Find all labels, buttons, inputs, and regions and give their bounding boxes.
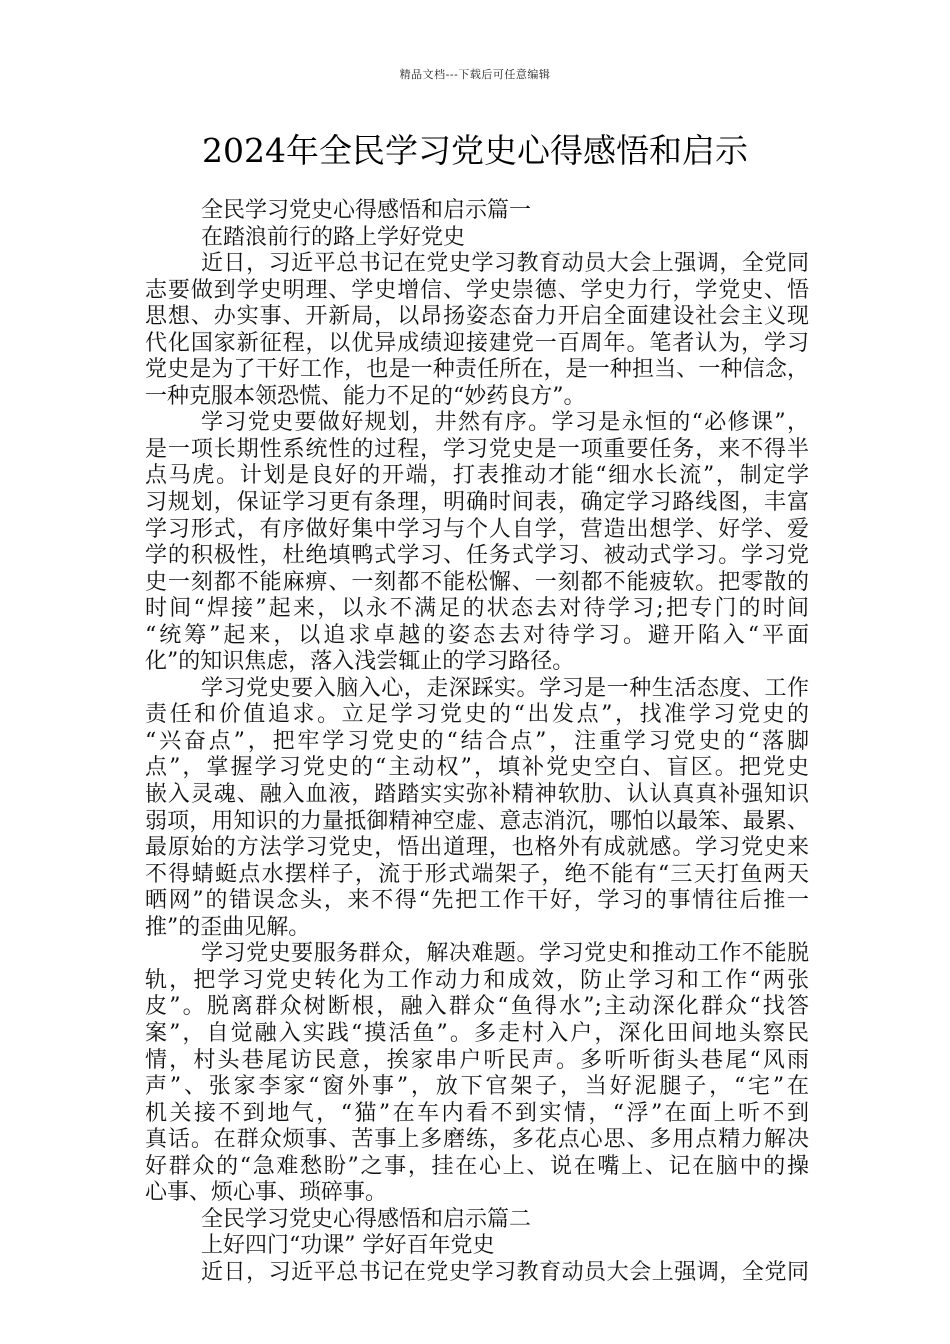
- document-body: [145, 198, 809, 1286]
- text-line: 心事、烦心事、琐碎事。: [145, 1180, 388, 1206]
- text-line: 责任和价值追求。立足学习党史的“出发点”，找准学习党史的: [145, 702, 809, 728]
- text-line: 思想、办实事、开新局，以昂扬姿态奋力开启全面建设社会主义现: [145, 304, 809, 330]
- text-line: 点马虎。计划是良好的开端，打表推动才能“细水长流”，制定学: [145, 463, 809, 489]
- text-line: “兴奋点”，把牢学习党史的“结合点”，注重学习党史的“落脚: [145, 728, 809, 754]
- text-line: 一种克服本领恐慌、能力不足的“妙药良方”。: [145, 383, 586, 409]
- text-line: 轨，把学习党史转化为工作动力和成效，防止学习和工作“两张: [145, 967, 809, 993]
- text-line: 是一项长期性系统性的过程，学习党史是一项重要任务，来不得半: [145, 436, 809, 462]
- text-line: 代化国家新征程，以优异成绩迎接建党一百周年。笔者认为，学习: [145, 330, 809, 356]
- text-line: 学习党史要做好规划，井然有序。学习是永恒的“必修课”，: [201, 410, 809, 436]
- text-line: 史一刻都不能麻痹、一刻都不能松懈、一刻都不能疲软。把零散的: [145, 569, 809, 595]
- text-line: 晒网”的错误念头，来不得“先把工作干好，学习的事情往后推一: [145, 888, 809, 914]
- text-line: 化”的知识焦虑，落入浅尝辄止的学习路径。: [145, 649, 575, 675]
- text-line: 推”的歪曲见解。: [145, 914, 311, 940]
- text-line: 全民学习党史心得感悟和启示篇二: [201, 1206, 532, 1232]
- text-line: 最原始的方法学习党史，悟出道理，也格外有成就感。学习党史来: [145, 835, 809, 861]
- text-line: 不得蜻蜓点水摆样子，流于形式端架子，绝不能有“三天打鱼两天: [145, 861, 809, 887]
- text-line: 好群众的“急难愁盼”之事，挂在心上、说在嘴上、记在脑中的操: [145, 1153, 809, 1179]
- text-line: 声”、张家李家“窗外事”，放下官架子，当好泥腿子，“宅”在: [145, 1074, 809, 1100]
- text-line: 学的积极性，杜绝填鸭式学习、任务式学习、被动式学习。学习党: [145, 543, 809, 569]
- text-line: 案”，自觉融入实践“摸活鱼”。多走村入户，深化田间地头察民: [145, 1020, 809, 1046]
- header-note: 精品文档---下载后可任意编辑: [399, 68, 551, 81]
- text-line: 近日，习近平总书记在党史学习教育动员大会上强调，全党同: [201, 251, 809, 277]
- text-line: 机关接不到地气，“猫”在车内看不到实情，“浮”在面上听不到: [145, 1100, 809, 1126]
- text-line: 上好四门“功课” 学好百年党史: [201, 1233, 495, 1259]
- text-line: 点”，掌握学习党史的“主动权”，填补党史空白、盲区。把党史: [145, 755, 809, 781]
- text-line: 嵌入灵魂、融入血液，踏踏实实弥补精神软肋、认认真真补强知识: [145, 782, 809, 808]
- text-line: “统筹”起来，以追求卓越的姿态去对待学习。避开陷入“平面: [145, 622, 809, 648]
- text-line: 弱项，用知识的力量抵御精神空虚、意志消沉，哪怕以最笨、最累、: [145, 808, 809, 834]
- text-line: 皮”。脱离群众树断根，融入群众“鱼得水”;主动深化群众“找答: [145, 994, 809, 1020]
- text-line: 在踏浪前行的路上学好党史: [201, 224, 466, 250]
- text-line: 学习党史要入脑入心，走深踩实。学习是一种生活态度、工作: [201, 675, 809, 701]
- text-line: 学习党史要服务群众，解决难题。学习党史和推动工作不能脱: [201, 941, 809, 967]
- text-line: 情，村头巷尾访民意，挨家串户听民声。多听听街头巷尾“风雨: [145, 1047, 809, 1073]
- text-line: 时间“焊接”起来，以永不满足的状态去对待学习;把专门的时间: [145, 596, 809, 622]
- text-line: 近日，习近平总书记在党史学习教育动员大会上强调，全党同: [201, 1259, 809, 1285]
- text-line: 习规划，保证学习更有条理，明确时间表，确定学习路线图，丰富: [145, 490, 809, 516]
- text-line: 党史是为了干好工作，也是一种责任所在，是一种担当、一种信念，: [145, 357, 809, 383]
- text-line: 学习形式，有序做好集中学习与个人自学，营造出想学、好学、爱: [145, 516, 809, 542]
- text-line: 全民学习党史心得感悟和启示篇一: [201, 198, 532, 223]
- text-line: 真话。在群众烦事、苦事上多磨练，多花点心思、多用点精力解决: [145, 1127, 809, 1153]
- text-line: 志要做到学史明理、学史增信、学史崇德、学史力行，学党史、悟: [145, 277, 809, 303]
- document-title: 2024年全民学习党史心得感悟和启示: [202, 131, 748, 170]
